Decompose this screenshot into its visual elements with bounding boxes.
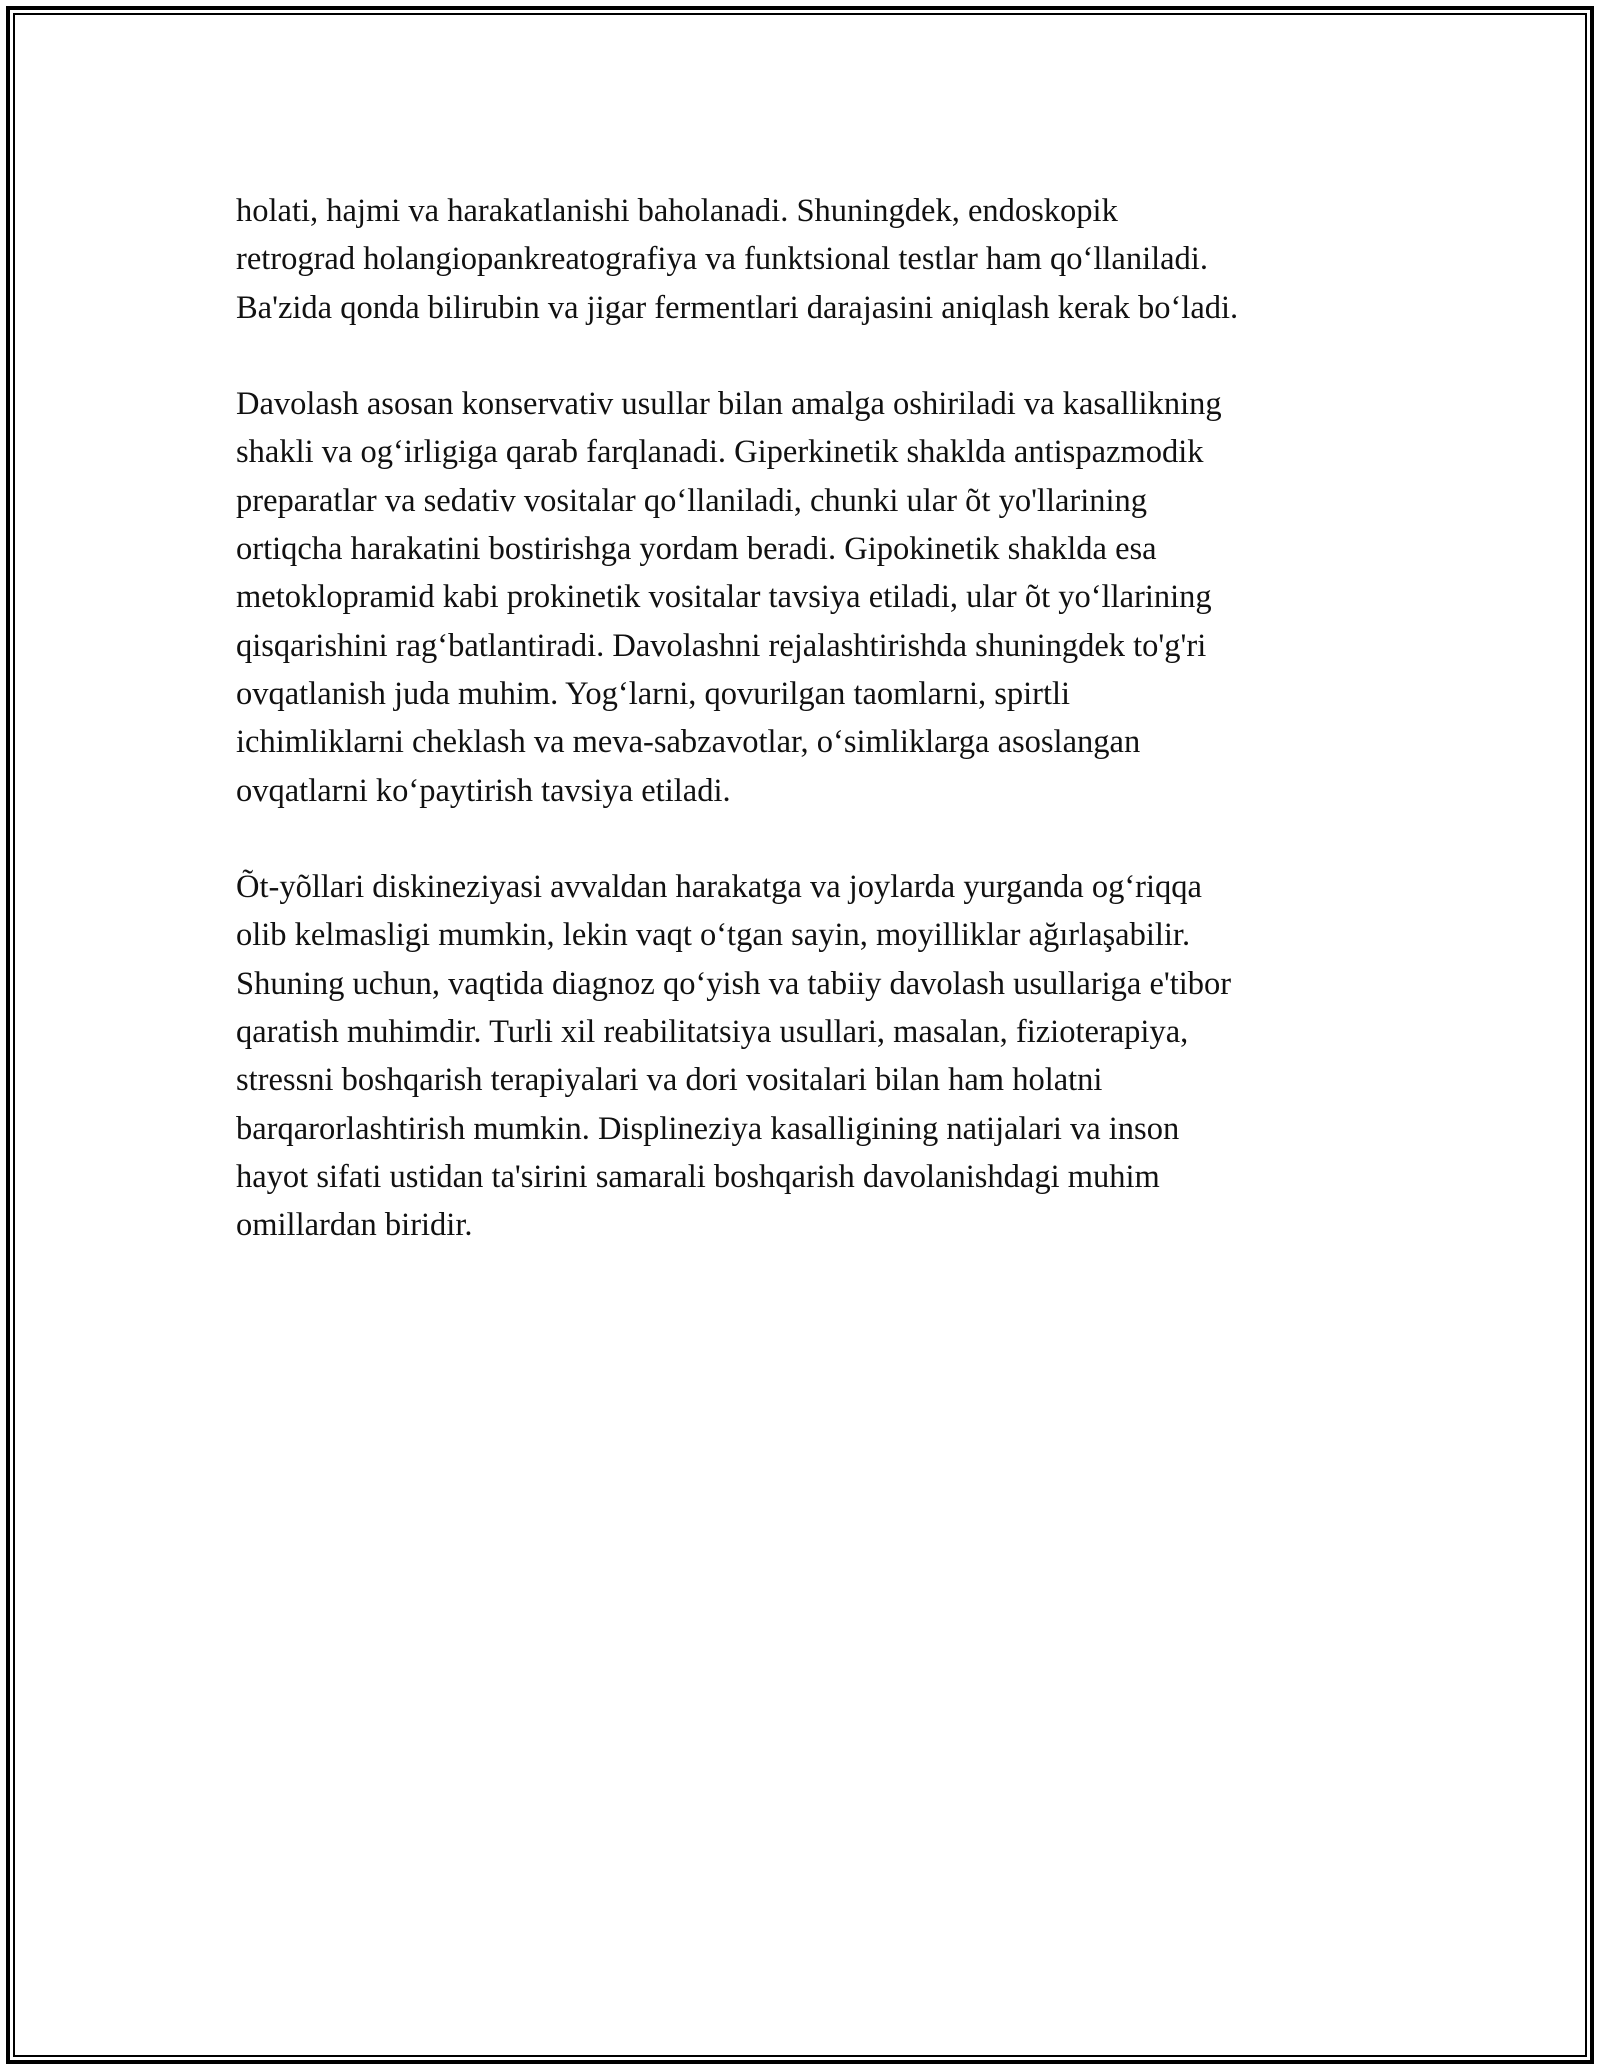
text-line: omillardan biridir. (236, 1207, 473, 1244)
paragraph-treatment (236, 380, 1366, 815)
text-line: barqarorlashtirish mumkin. Displineziya kasalligining natijalari va inson (236, 1110, 1180, 1147)
text-line: qisqarishini rag‘batlantiradi. Davolashni rejalashtirishda shuningdek to'g'ri (236, 627, 1207, 664)
text-line: hayot sifati ustidan ta'sirini samarali boshqarish davolanishdagi muhim (236, 1158, 1160, 1195)
text-line: Davolash asosan konservativ usullar bilan amalga oshiriladi va kasallikning (236, 386, 1222, 423)
text-line: metoklopramid kabi prokinetik vositalar tavsiya etiladi, ular õt yo‘llarining (236, 579, 1212, 616)
paragraph-diagnostics (236, 187, 1366, 332)
document-body (236, 187, 1366, 1298)
text-line: ovqatlanish juda muhim. Yog‘larni, qovurilgan taomlarni, spirtli (236, 675, 1071, 712)
text-line: olib kelmasligi mumkin, lekin vaqt o‘tgan sayin, moyilliklar ağırlaşabilir. (236, 917, 1191, 954)
paragraph-prognosis (236, 863, 1366, 1249)
text-line: Õt-yõllari diskineziyasi avvaldan harakatga va joylarda yurganda og‘riqqa (236, 869, 1202, 906)
text-line: qaratish muhimdir. Turli xil reabilitatsiya usullari, masalan, fizioterapiya, (236, 1014, 1189, 1051)
text-line: preparatlar va sedativ vositalar qo‘llaniladi, chunki ular õt yo'llarining (236, 482, 1148, 519)
text-line: shakli va og‘irligiga qarab farqlanadi. Giperkinetik shaklda antispazmodik (236, 434, 1204, 471)
text-line: Ba'zida qonda bilirubin va jigar fermentlari darajasini aniqlash kerak bo‘ladi. (236, 289, 1239, 326)
text-line: Shuning uchun, vaqtida diagnoz qo‘yish va tabiiy davolash usullariga e'tibor (236, 965, 1232, 1002)
text-line: ortiqcha harakatini bostirishga yordam beradi. Gipokinetik shaklda esa (236, 531, 1157, 568)
text-line: stressni boshqarish terapiyalari va dori vositalari bilan ham holatni (236, 1062, 1103, 1099)
text-line: ichimliklarni cheklash va meva-sabzavotlar, o‘simliklarga asoslangan (236, 724, 1141, 761)
text-line: holati, hajmi va harakatlanishi baholanadi. Shuningdek, endoskopik (236, 193, 1118, 229)
text-line: retrograd holangiopankreatografiya va funktsional testlar ham qo‘llaniladi. (236, 241, 1208, 278)
text-line: ovqatlarni ko‘paytirish tavsiya etiladi. (236, 772, 731, 809)
